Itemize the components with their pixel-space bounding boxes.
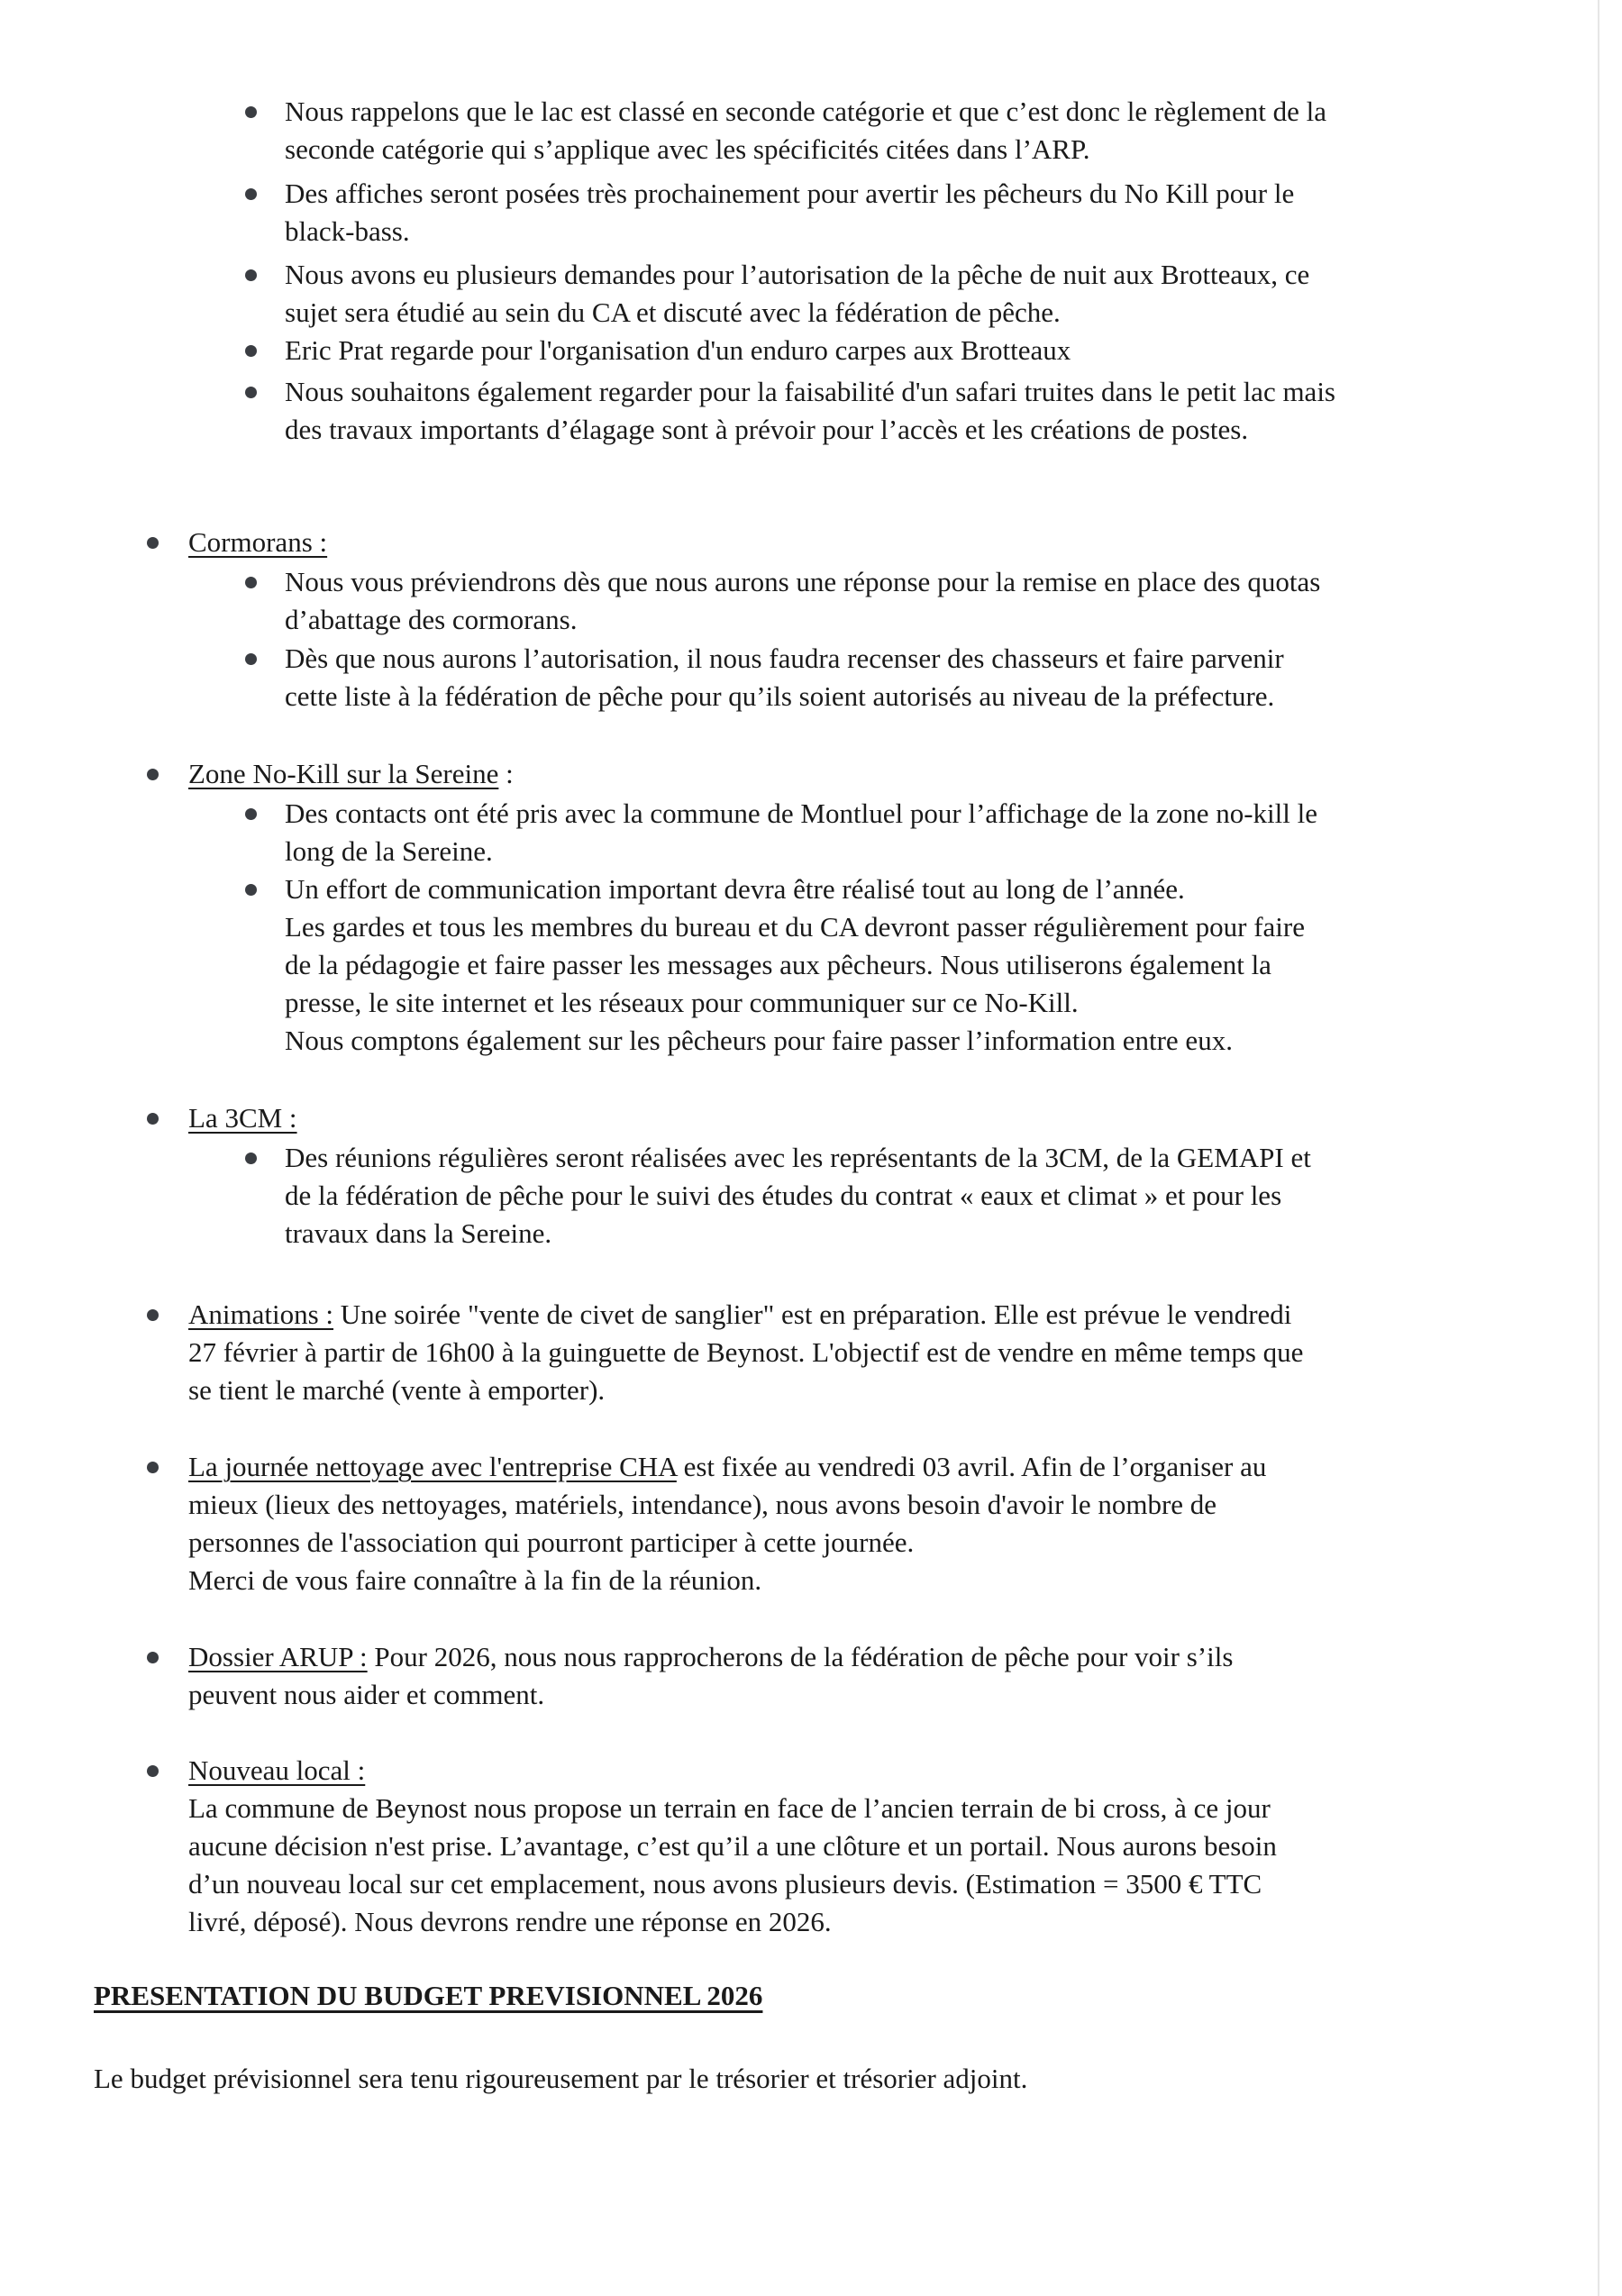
text-line: Merci de vous faire connaître à la fin de la réunion.: [188, 1564, 762, 1596]
text-line: mieux (lieux des nettoyages, matériels, intendance), nous avons besoin d'avoir le nombre de: [188, 1489, 1217, 1520]
list-item-nokill-2: [285, 870, 1528, 1060]
budget-paragraph: Le budget prévisionnel sera tenu rigoureusement par le trésorier et trésorier adjoint.: [94, 2063, 1028, 2094]
text-line: de la pédagogie et faire passer les messages aux pêcheurs. Nous utiliserons également la: [285, 949, 1271, 980]
list-item-cormorans-2: [285, 640, 1528, 715]
list-item-lac-4: [285, 332, 1528, 369]
text-line: Une soirée "vente de civet de sanglier" est en préparation. Elle est prévue le vendredi: [333, 1298, 1292, 1330]
bullet-icon: [147, 1113, 159, 1125]
text-line: Les gardes et tous les membres du bureau et du CA devront passer régulièrement pour faire: [285, 911, 1305, 943]
text-line: aucune décision n'est prise. L’avantage, c’est qu’il a une clôture et un portail. Nous aurons besoin: [188, 1830, 1277, 1862]
section-3cm: [188, 1099, 1522, 1137]
bullet-icon: [245, 653, 257, 665]
text-line: Des réunions régulières seront réalisées avec les représentants de la 3CM, de la GEMAPI et: [285, 1142, 1311, 1173]
text-line: Dès que nous aurons l’autorisation, il nous faudra recenser des chasseurs et faire parvenir: [285, 642, 1284, 674]
bullet-icon: [245, 106, 257, 118]
text-line: La commune de Beynost nous propose un terrain en face de l’ancien terrain de bi cross, à ce jour: [188, 1792, 1271, 1824]
section-nettoyage: [188, 1448, 1522, 1599]
section-title-suffix: :: [498, 758, 514, 789]
bullet-icon: [245, 1153, 257, 1164]
bullet-icon: [245, 387, 257, 398]
bullet-icon: [245, 884, 257, 896]
bullet-icon: [147, 1462, 159, 1473]
list-item-lac-3: [285, 256, 1528, 332]
text-line: cette liste à la fédération de pêche pour qu’ils soient autorisés au niveau de la préfecture.: [285, 680, 1275, 712]
bullet-icon: [147, 1765, 159, 1777]
bullet-icon: [245, 269, 257, 281]
text-line: Nous rappelons que le lac est classé en seconde catégorie et que c’est donc le règlement de la: [285, 96, 1326, 127]
section-title: Cormorans :: [188, 526, 328, 558]
text-line: Nous vous préviendrons dès que nous aurons une réponse pour la remise en place des quotas: [285, 566, 1321, 597]
text-line: est fixée au vendredi 03 avril. Afin de l’organiser au: [676, 1451, 1267, 1482]
section-title: Dossier ARUP :: [188, 1641, 368, 1672]
bullet-icon: [245, 808, 257, 820]
bullet-icon: [147, 537, 159, 549]
text-line: personnes de l'association qui pourront participer à cette journée.: [188, 1526, 915, 1558]
text-line: de la fédération de pêche pour le suivi des études du contrat « eaux et climat » et pour les: [285, 1180, 1282, 1211]
text-line: Pour 2026, nous nous rapprocherons de la fédération de pêche pour voir s’ils: [367, 1641, 1234, 1672]
text-line: se tient le marché (vente à emporter).: [188, 1374, 606, 1406]
text-line: long de la Sereine.: [285, 835, 493, 867]
list-item-cormorans-1: [285, 563, 1528, 639]
text-line: travaux dans la Sereine.: [285, 1217, 552, 1249]
list-item-lac-5: [285, 373, 1528, 449]
section-nokill: [188, 755, 1522, 793]
section-title: La journée nettoyage avec l'entreprise CHA: [188, 1451, 677, 1482]
text-line: d’un nouveau local sur cet emplacement, nous avons plusieurs devis. (Estimation = 3500 € TTC: [188, 1868, 1262, 1900]
text-line: Nous souhaitons également regarder pour la faisabilité d'un safari truites dans le petit lac mais: [285, 376, 1335, 407]
text-line: presse, le site internet et les réseaux pour communiquer sur ce No-Kill.: [285, 987, 1079, 1018]
text-line: Nous avons eu plusieurs demandes pour l’autorisation de la pêche de nuit aux Brotteaux, ce: [285, 259, 1310, 290]
bullet-icon: [245, 577, 257, 588]
text-line: Des affiches seront posées très prochainement pour avertir les pêcheurs du No Kill pour le: [285, 178, 1295, 209]
text-line: Nous comptons également sur les pêcheurs pour faire passer l’information entre eux.: [285, 1025, 1233, 1056]
text-line: Un effort de communication important devra être réalisé tout au long de l’année.: [285, 873, 1185, 905]
text-line: black-bass.: [285, 215, 410, 247]
text-line: seconde catégorie qui s’applique avec les spécificités citées dans l’ARP.: [285, 133, 1090, 165]
list-item-nokill-1: [285, 795, 1528, 870]
bullet-icon: [245, 345, 257, 357]
section-title: La 3CM :: [188, 1102, 297, 1134]
text-line: d’abattage des cormorans.: [285, 604, 578, 635]
section-animations: [188, 1296, 1522, 1409]
bullet-icon: [147, 1652, 159, 1663]
list-item-lac-1: [285, 93, 1528, 169]
bullet-icon: [245, 188, 257, 200]
section-title: Animations :: [188, 1298, 334, 1330]
section-cormorans: [188, 524, 1522, 561]
section-arup: [188, 1638, 1522, 1714]
section-title: Nouveau local :: [188, 1754, 366, 1786]
section-nouveau-local: [188, 1752, 1522, 1941]
text-line: peuvent nous aider et comment.: [188, 1679, 545, 1710]
text-line: livré, déposé). Nous devrons rendre une réponse en 2026.: [188, 1906, 832, 1937]
budget-heading: PRESENTATION DU BUDGET PREVISIONNEL 2026: [94, 1980, 763, 2011]
text-line: Des contacts ont été pris avec la commune de Montluel pour l’affichage de la zone no-kill le: [285, 797, 1318, 829]
bullet-icon: [147, 769, 159, 780]
list-item-3cm-1: [285, 1139, 1528, 1253]
text-line: des travaux importants d’élagage sont à prévoir pour l’accès et les créations de postes.: [285, 414, 1249, 445]
text-line: 27 février à partir de 16h00 à la guinguette de Beynost. L'objectif est de vendre en même temps que: [188, 1336, 1304, 1368]
section-title: Zone No-Kill sur la Sereine: [188, 758, 499, 789]
scan-artifact-line: [1598, 0, 1599, 2296]
text-line: Eric Prat regarde pour l'organisation d'un enduro carpes aux Brotteaux: [285, 334, 1071, 366]
bullet-icon: [147, 1309, 159, 1321]
text-line: sujet sera étudié au sein du CA et discuté avec la fédération de pêche.: [285, 296, 1061, 328]
list-item-lac-2: [285, 175, 1528, 251]
